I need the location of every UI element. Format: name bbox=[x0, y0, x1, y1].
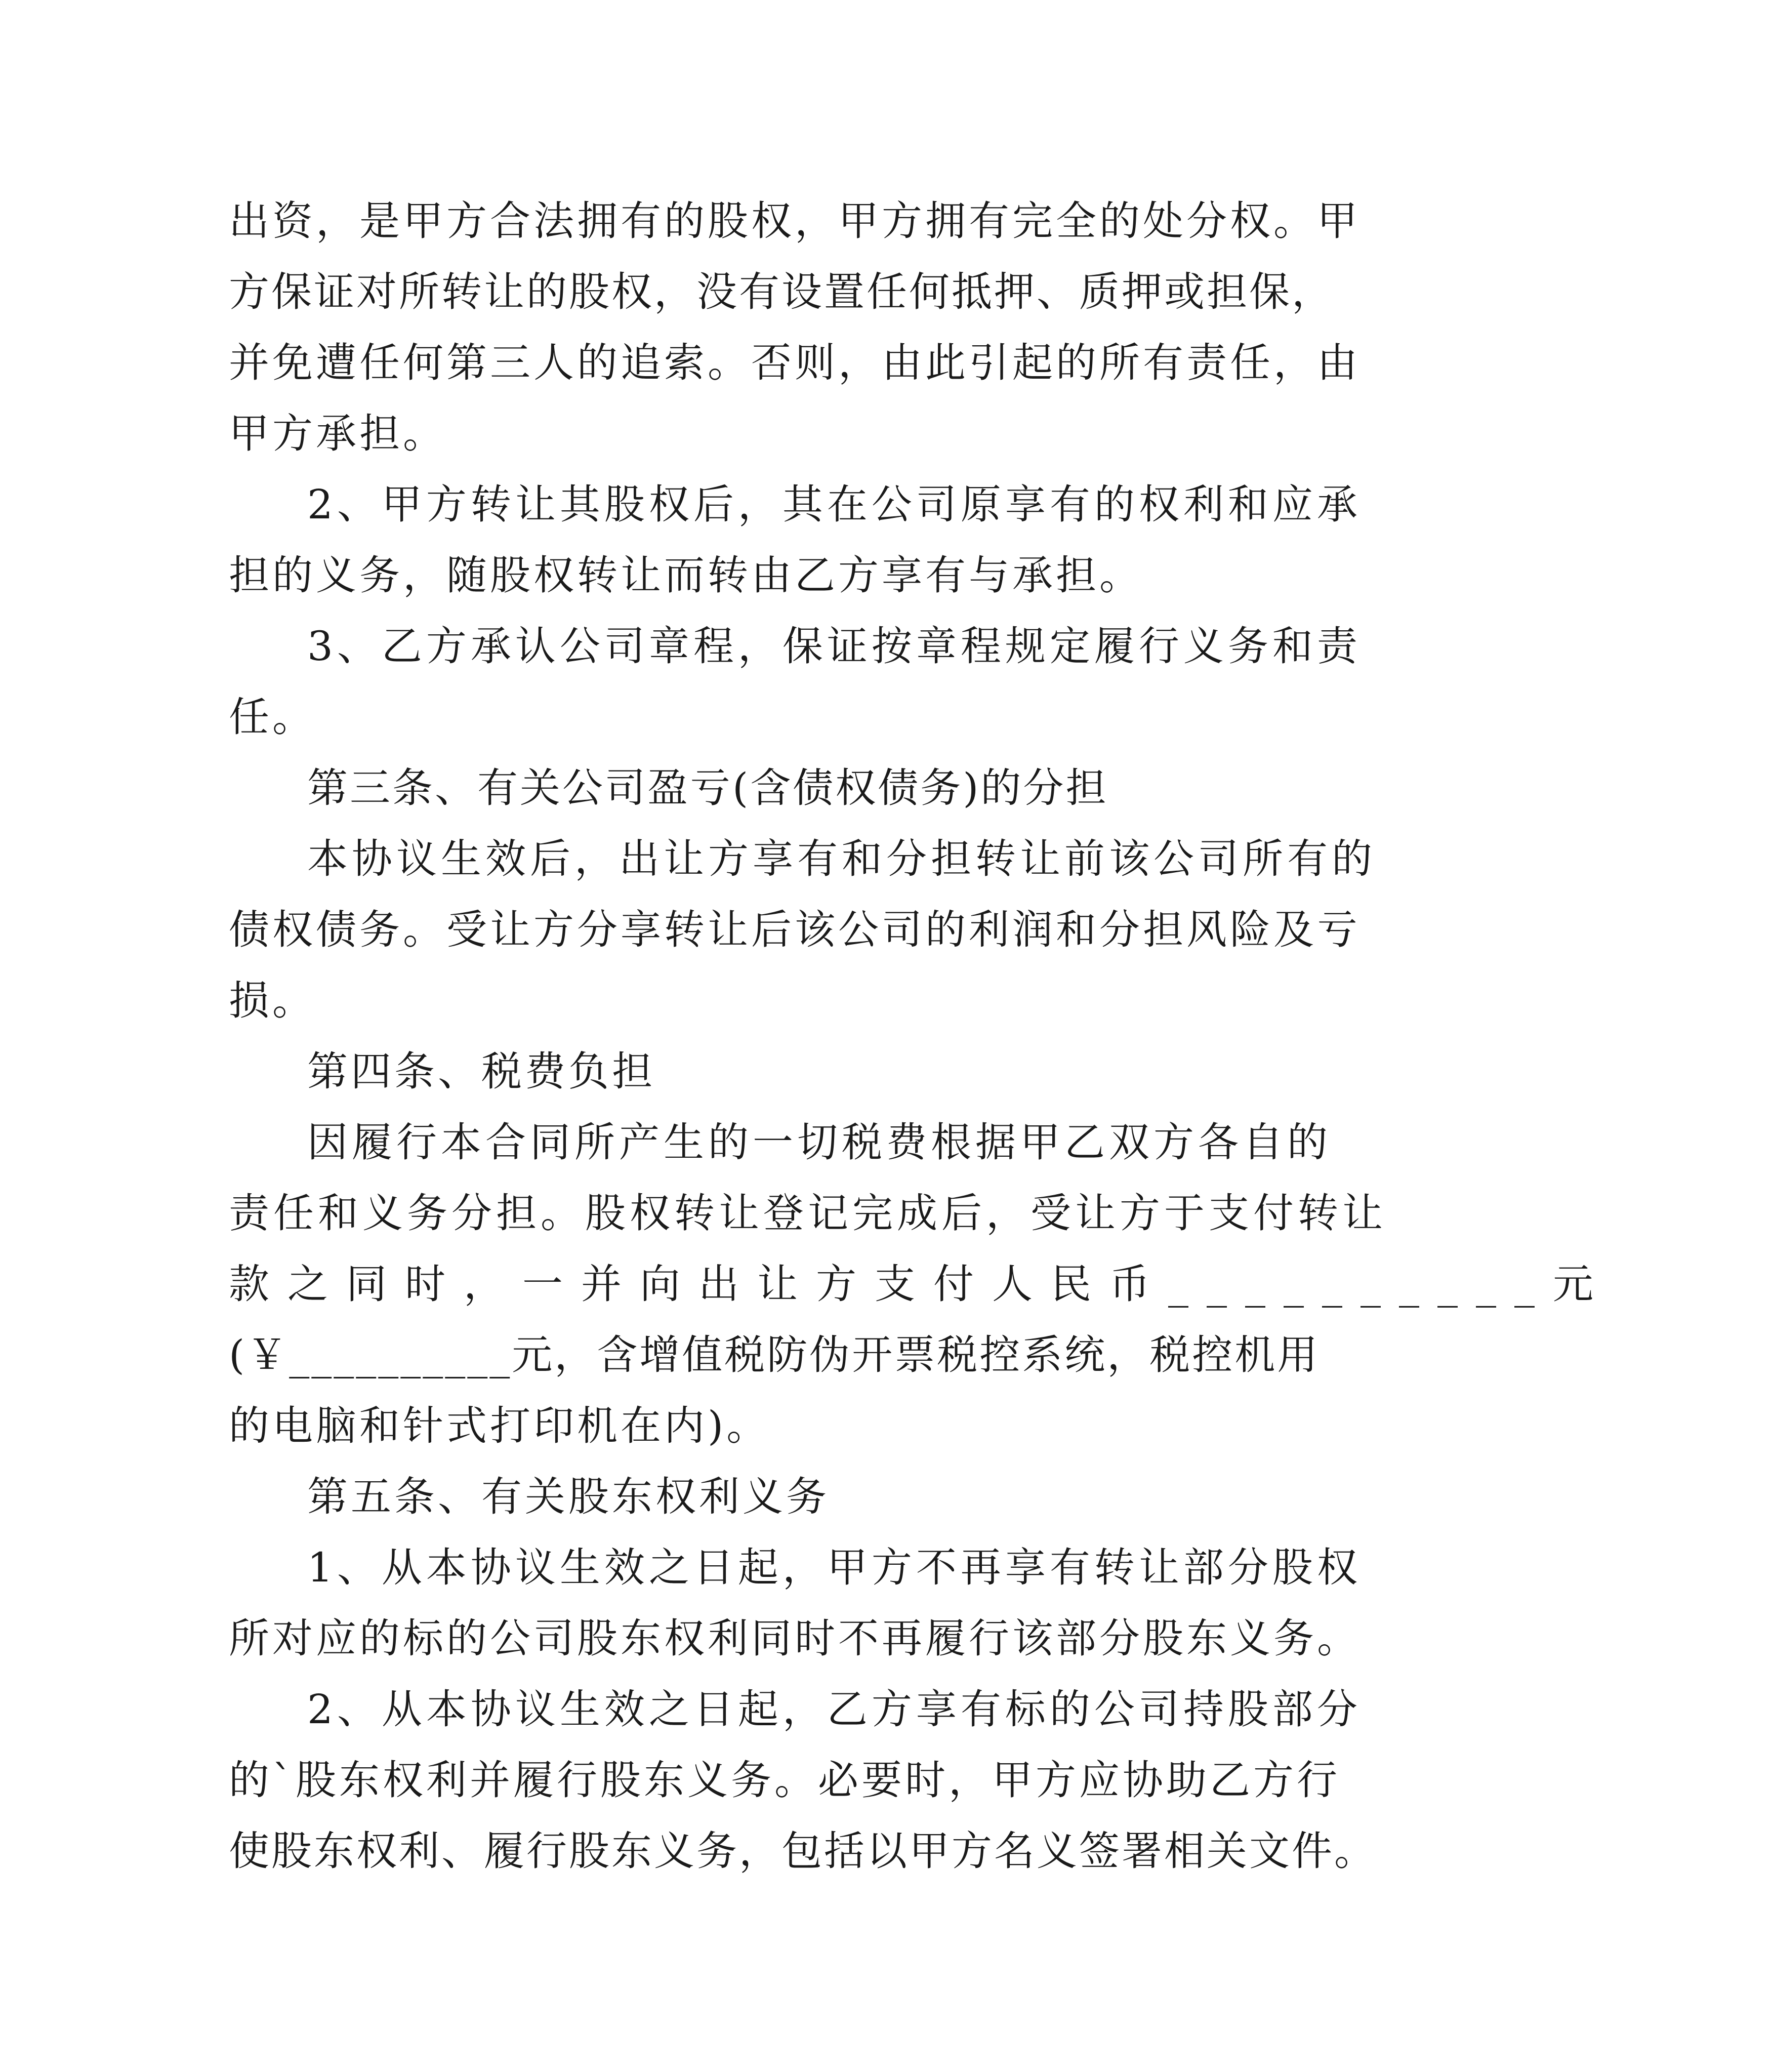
text-line: (￥__________元，含增值税防伪开票税控系统，税控机用 bbox=[229, 1331, 1320, 1378]
section-heading: 第三条、有关公司盈亏(含债权债务)的分担 bbox=[307, 764, 1108, 811]
text-line: 方保证对所转让的股权，没有设置任何抵押、质押或担保， bbox=[229, 268, 1334, 315]
text-line: 所对应的标的公司股东权利同时不再履行该部分股东义务。 bbox=[229, 1615, 1361, 1662]
text-line: 债权债务。受让方分享转让后该公司的利润和分担风险及亏 bbox=[229, 906, 1361, 953]
text-line: 本协议生效后，出让方享有和分担转让前该公司所有的 bbox=[307, 835, 1376, 882]
text-line: 甲方承担。 bbox=[229, 410, 446, 457]
text-line: 出资，是甲方合法拥有的股权，甲方拥有完全的处分权。甲 bbox=[229, 197, 1361, 245]
text-line: 2、甲方转让其股权后，其在公司原享有的权利和应承 bbox=[307, 481, 1362, 528]
text-line: 1、从本协议生效之日起，甲方不再享有转让部分股权 bbox=[307, 1544, 1362, 1591]
section-heading: 第五条、有关股东权利义务 bbox=[307, 1473, 830, 1520]
text-line: 因履行本合同所产生的一切税费根据甲乙双方各自的 bbox=[307, 1119, 1332, 1166]
text-line: 3、乙方承认公司章程，保证按章程规定履行义务和责 bbox=[307, 623, 1362, 670]
text-line: 损。 bbox=[229, 977, 316, 1024]
text-line: 款之同时，一并向出让方支付人民币__________元 bbox=[229, 1261, 1612, 1308]
text-line: 任。 bbox=[229, 694, 316, 741]
text-line: 的`股东权利并履行股东义务。必要时，甲方应协助乙方行 bbox=[229, 1757, 1340, 1804]
text-line: 并免遭任何第三人的追索。否则，由此引起的所有责任，由 bbox=[229, 339, 1361, 386]
text-line: 担的义务，随股权转让而转由乙方享有与承担。 bbox=[229, 552, 1143, 599]
text-line: 2、从本协议生效之日起，乙方享有标的公司持股部分 bbox=[307, 1686, 1362, 1733]
text-line: 的电脑和针式打印机在内)。 bbox=[229, 1402, 770, 1449]
text-line: 使股东权利、履行股东义务，包括以甲方名义签署相关文件。 bbox=[229, 1827, 1377, 1875]
text-line: 责任和义务分担。股权转让登记完成后，受让方于支付转让 bbox=[229, 1190, 1387, 1237]
section-heading: 第四条、税费负担 bbox=[307, 1048, 655, 1095]
